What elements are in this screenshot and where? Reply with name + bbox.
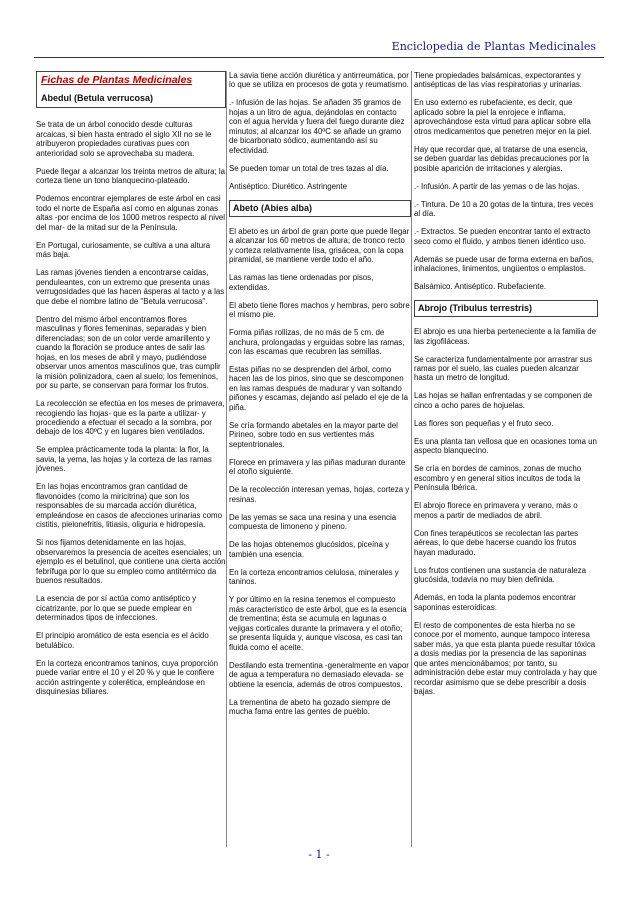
paragraph: .- Tintura. De 10 a 20 gotas de la tintura, tres veces al día. <box>414 199 594 219</box>
paragraph: Se cría en bordes de caminos, zonas de mucho escombro y en general sitios incultos de toda la Península Ibérica. <box>414 464 582 493</box>
paragraph: Se emplea prácticamente toda la planta: la flor, la savia, la yema, las hojas y la corteza de las ramas jóvenes. <box>36 445 212 474</box>
paragraph: La trementina de abeto ha gozado siempre de mucha fama entre las gentes de pueblo. <box>229 697 391 717</box>
paragraph: De las yemas se saca una resina y una esencia compuesta de limoneno y pineno. <box>229 512 397 532</box>
paragraph: En la corteza encontramos celulosa, minerales y taninos. <box>229 567 399 587</box>
paragraph: Dentro del mismo árbol encontramos flores masculinas y flores femeninas, separadas y bien diferenciadas; son de un color verde amarillento y cuando la floración se produce antes de salir las hojas, en los meses de abril y mayo, pudiéndose observar unos amentos masculinos que, tras cumplir la misión polinizadora, caen al suelo; los femeninos, por su parte, se conservan para formar los frutos. <box>36 314 221 391</box>
paragraph: Puede llegar a alcanzar los treinta metros de altura; la corteza tiene un tono blanquecino-plateado. <box>36 166 226 186</box>
section-title-abeto: Abeto (Abies alba) <box>233 202 313 213</box>
abedul-body <box>36 120 226 696</box>
paragraph: Los frutos contienen una sustancia de naturaleza glucósida, todavía no muy bien definida. <box>414 565 586 585</box>
section-title-abedul: Abedul (Betula verrucosa) <box>41 92 154 103</box>
paragraph: La recolección se efectúa en los meses de primavera, recogiendo las hojas- que es la parte a utilizar- y procediendo a efectuar el secado a la sombra, por debajo de los 40ºC y en lugares bien ventilados. <box>36 399 225 437</box>
paragraph: Las flores son pequeñas y el fruto seco. <box>414 418 554 428</box>
section-box-abeto <box>229 200 411 217</box>
paragraph: En Portugal, curiosamente, se cultiva a una altura más baja. <box>36 240 211 260</box>
document-title: Fichas de Plantas Medicinales <box>41 74 193 86</box>
paragraph: El abrojo florece en primavera y verano, más o menos a partir de mediados de abril. <box>414 501 578 520</box>
column-divider <box>226 71 227 847</box>
paragraph: Y por último en la resina tenemos el compuesto más característico de este árbol, que es la esencia de trementina; ésta se acumula en lagunas o vejigas corticales durante la primavera y el otoño; se presenta líquida y, aunque viscosa, es casi tan fluida como el aceite. <box>229 595 407 652</box>
paragraph: El abrojo es una hierba perteneciente a la familia de las zigofiláceas. <box>414 327 597 346</box>
paragraph: Además se puede usar de forma externa en baños, inhalaciones, linimentos, ungüentos o emplastos. <box>414 254 594 274</box>
section-box-abrojo <box>414 300 598 317</box>
paragraph: Además, en toda la planta podemos encontrar saponinas esteroídicas. <box>414 593 576 612</box>
paragraph: En la corteza encontramos taninos, cuya proporción puede variar entre el 10 y el 20 % y que le confiere acción astringente y colerética, empleándose en disquinesias biliares. <box>36 658 219 697</box>
paragraph: Con fines terapéuticos se recolectan las partes aéreas, lo que debe hacerse cuando los frutos hayan madurado. <box>414 528 579 557</box>
paragraph: En las hojas encontramos gran cantidad de flavonoides (como la miricitrina) que son los responsables de su marcada acción diurética, empleándose en casos de afecciones urinarias como cistitis, pielonefritis, litiasis, oliguria e hidropesía. <box>36 482 222 530</box>
paragraph: La esencia de por sí actúa como antiséptico y cicatrizante, por lo que se puede emplear en determinados tipos de infecciones. <box>36 594 197 623</box>
paragraph: Antiséptico. Diurético. Astringente <box>229 181 347 191</box>
paragraph: De las hojas obtenemos glucósidos, piceína y también una esencia. <box>229 540 390 559</box>
paragraph: Podemos encontrar ejemplares de este árbol en casi todo el norte de España así como en algunas zonas altas -por encima de los 1000 metros respecto al nivel del mar- de la mitad sur de la Península. <box>36 194 226 232</box>
paragraph: Hay que recordar que, al tratarse de una esencia, se deben guardar las debidas precauciones por la posible aparición de irritaciones y alergias. <box>414 144 590 173</box>
paragraph: .- Extractos. Se pueden encontrar tanto el extracto seco como el fluido, y ambos tienen idéntico uso. <box>414 227 591 246</box>
column-3 <box>414 71 598 705</box>
column-2 <box>229 71 411 725</box>
page-number: - 1 - <box>308 848 330 861</box>
paragraph: El abeto es un árbol de gran porte que puede llegar a alcanzar los 60 metros de altura; de tronco recto y corteza relativamente lisa, grisácea, con la copa piramidal, se mantiene verde todo el año. <box>229 226 410 265</box>
paragraph: Se trata de un árbol conocido desde culturas arcaicas, si bien hasta entrado el siglo XII no se le atribuyeron propiedades curativas pues con anterioridad solo se aprovechaba su madera. <box>36 120 212 158</box>
column-divider <box>411 71 412 847</box>
header-rule <box>34 57 604 58</box>
paragraph: Destilando esta trementina -generalmente en vapor de agua a temperatura no demasiado elevada- se obtiene la esencia, además de otros compuestos. <box>229 660 409 689</box>
paragraph: De la recolección interesan yemas, hojas, corteza y resinas. <box>229 485 410 504</box>
paragraph: Es una planta tan vellosa que en ocasiones toma un aspecto blanquecino. <box>414 436 597 456</box>
paragraph: Se pueden tomar un total de tres tazas al día. <box>229 163 389 173</box>
paragraph: Se cría formando abetales en la mayor parte del Pirineo, sobre todo en sus vertientes más septentrionales. <box>229 420 398 449</box>
paragraph: Balsámico. Antiséptico. Rubefaciente. <box>414 282 547 292</box>
paragraph: Tiene propiedades balsámicas, expectorantes y antisépticas de las vías respiratorias y urinarias. <box>414 71 582 90</box>
paragraph: El abeto tiene flores machos y hembras, pero sobre el mismo pie. <box>229 300 410 320</box>
paragraph: Florece en primavera y las piñas maduran durante el otoño siguiente. <box>229 457 406 477</box>
paragraph: Forma piñas rollizas, de no más de 5 cm. de anchura, prolongadas y erguidas sobre las ramas, con las escamas que recubren las semillas. <box>229 328 405 356</box>
paragraph: Se caracteriza fundamentalmente por arrastrar sus ramas por el suelo, las cuales pueden alcanzar hasta un metro de longitud. <box>414 354 593 383</box>
paragraph: Las ramas jóvenes tienden a encontrarse caídas, penduleantes, con un extremo que presenta unas verrugosidades que las hacen ásperas al tacto y a las que debe el nombre latino de "Betula verrucosa". <box>36 268 225 306</box>
paragraph: .- Infusión de las hojas. Se añaden 35 gramos de hojas a un litro de agua, dejándolas en contacto con el agua hervida y fuera del fuego durante diez minutos; al alcanzar los 40ºC se añade un gramo de bicarbonato sódico, aumentando así su efectividad. <box>229 98 405 155</box>
paragraph: El resto de componentes de esta hierba no se conoce por el momento, aunque tampoco interesa saber más, ya que esta planta puede resultar tóxica a dosis medias por la presencia de las saponinas que antes mencionábamos; por tanto, su administración debe estar muy controlada y hay que recordar asimismo que se debe prescribir a dosis bajas. <box>414 620 597 697</box>
paragraph: .- Infusión. A partir de las yemas o de las hojas. <box>414 181 580 191</box>
paragraph: Si nos fijamos detenidamente en las hojas, observaremos la presencia de aceites esenciales; un ejemplo es el betulinol, que contiene una cierta acción febrífuga por lo que su empleo como antitérmico da buenos resultados. <box>36 538 226 586</box>
paragraph: En uso externo es rubefaciente, es decir, que aplicado sobre la piel la enrojece e inflama, aprovechándose esta virtud para aplicar sobre ella otros medicamentos que penetren mejor en la piel. <box>414 98 592 136</box>
paragraph: El principio aromático de esta esencia es el ácido betulábico. <box>36 631 209 650</box>
paragraph: Las ramas las tiene ordenadas por pisos, extendidas. <box>229 273 374 292</box>
column-1 <box>36 71 226 707</box>
paragraph: La savia tiene acción diurética y antirreumática, por lo que se utiliza en procesos de gota y reumatismo. <box>229 71 409 90</box>
title-box <box>36 71 226 108</box>
section-title-abrojo: Abrojo (Tribulus terrestris) <box>418 303 533 314</box>
paragraph: Estas piñas no se desprenden del árbol, como hacen las de los pinos, sino que se descomponen en las ramas después de madurar y van soltando piñones y escamas, dejando así pelado el eje de la piña. <box>229 364 408 412</box>
paragraph: Las hojas se hallan enfrentadas y se componen de cinco a ocho pares de hojuelas. <box>414 391 593 410</box>
page-header: Enciclopedia de Plantas Medicinales <box>391 40 596 53</box>
